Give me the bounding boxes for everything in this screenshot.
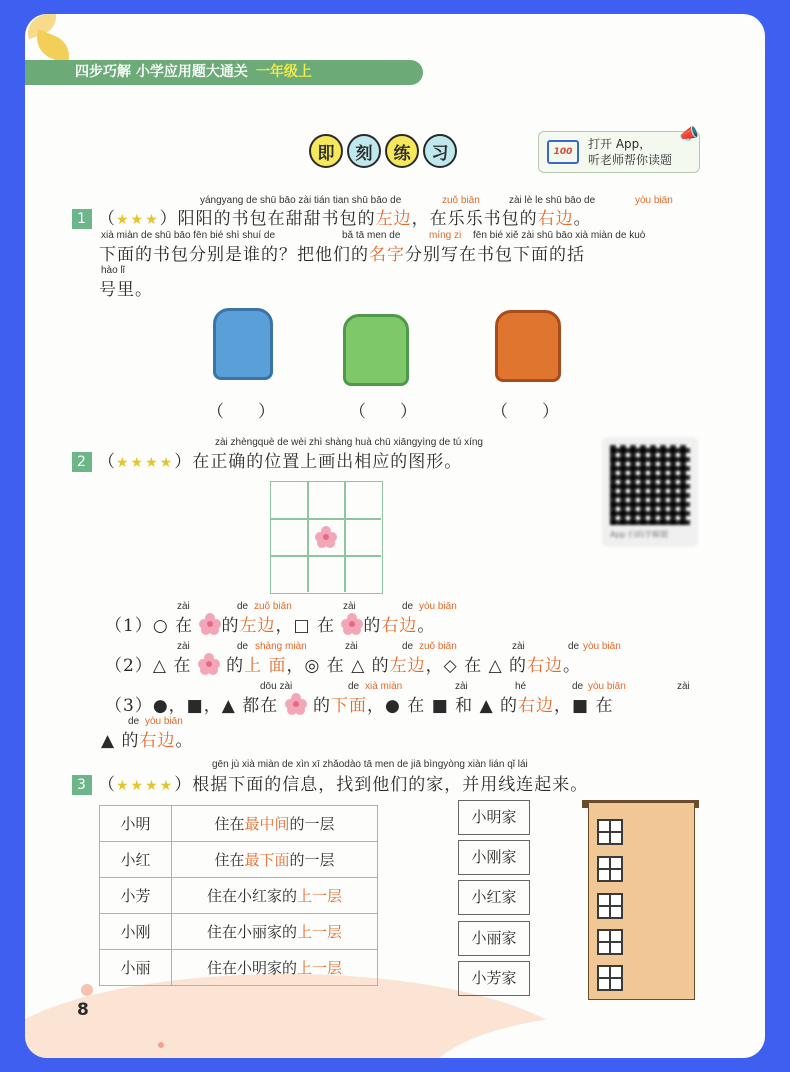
triangle-icon: △	[488, 656, 503, 676]
pinyin: yòu biān	[419, 601, 457, 612]
pinyin: zài	[177, 641, 190, 652]
flower-icon	[198, 653, 220, 675]
text: （1）	[105, 616, 153, 636]
text: 。	[417, 616, 436, 636]
text: 在	[316, 616, 335, 636]
qr-code-image	[610, 445, 690, 525]
pinyin: xià miàn	[365, 681, 403, 692]
text: 的	[121, 731, 140, 751]
text: ，	[203, 696, 222, 716]
pinyin: de	[237, 601, 249, 612]
book-title: 四步巧解 小学应用题大通关	[75, 64, 248, 80]
pinyin: dōu zài	[260, 681, 293, 692]
pinyin: shàng miàn	[255, 641, 307, 652]
square-icon: □	[293, 616, 311, 636]
filled-square-icon: ■	[572, 696, 590, 716]
pinyin: yòu biān	[145, 716, 183, 727]
highlight: 下面	[331, 696, 368, 716]
sub-question-3	[105, 691, 614, 716]
grid-line	[271, 555, 381, 557]
window-floor[interactable]	[597, 856, 623, 882]
pinyin: zuǒ biān	[419, 641, 457, 652]
text: 的	[363, 616, 382, 636]
pinyin: bǎ tā men de	[342, 230, 401, 241]
title-char: 即	[309, 134, 343, 168]
highlight: 右边	[527, 656, 564, 676]
pinyin: de	[568, 641, 580, 652]
pinyin: zài	[455, 681, 468, 692]
page-number: 8	[77, 1000, 89, 1020]
text: 下面的书包分别是谁的？把他们的	[99, 245, 369, 265]
triangle-icon: △	[351, 656, 366, 676]
answer-blank[interactable]: （ ）	[349, 402, 417, 422]
pinyin: hé	[515, 681, 527, 692]
pinyin: yòu biān	[583, 641, 621, 652]
text: 的一层	[289, 815, 335, 833]
title-char: 习	[423, 134, 457, 168]
answer-blank[interactable]: （ ）	[207, 402, 275, 422]
title-char: 练	[385, 134, 419, 168]
home-label-box[interactable]: 小刚家	[458, 840, 530, 875]
text: 根据下面的信息，找到他们的家，并用线连起来。	[192, 775, 589, 795]
window-floor[interactable]	[597, 819, 623, 845]
sub-question-1	[105, 611, 435, 636]
filled-triangle-icon: ▲	[221, 696, 236, 716]
worksheet-page	[25, 14, 765, 1058]
decorative-dot	[81, 984, 93, 996]
text: 。	[175, 731, 194, 751]
text: 。	[563, 656, 582, 676]
highlight: 最下面	[244, 851, 290, 869]
text: 在	[326, 656, 345, 676]
qr-caption: App 扫码学解题	[610, 530, 669, 539]
backpack-blue-image	[213, 308, 273, 380]
section-title	[309, 134, 457, 168]
text: 的一层	[289, 851, 335, 869]
window-floor[interactable]	[597, 929, 623, 955]
highlight: 名字	[369, 245, 405, 265]
filled-triangle-icon: ▲	[101, 731, 116, 751]
circle-icon: ○	[152, 616, 169, 636]
highlight: 左边	[239, 616, 276, 636]
highlight: 右边	[381, 616, 418, 636]
text: 在	[464, 656, 483, 676]
text: 和	[455, 696, 474, 716]
decorative-dot	[158, 1042, 164, 1048]
pinyin: zài	[343, 601, 356, 612]
text: 住在小明家的	[206, 959, 297, 977]
text: 阳阳的书包在甜甜书包的	[177, 209, 376, 229]
pinyin: zài	[177, 601, 190, 612]
text: 住在小红家的	[206, 887, 297, 905]
grid-line	[271, 518, 381, 520]
diamond-icon: ◇	[443, 656, 458, 676]
text: 在	[175, 616, 194, 636]
grade-label: 一年级上	[255, 64, 312, 80]
question-3: 3 （★★★★）根据下面的信息，找到他们的家，并用线连起来。	[72, 770, 588, 795]
pinyin: de	[128, 716, 140, 727]
text: 的	[221, 616, 240, 636]
person-name: 小红	[100, 842, 172, 878]
question-number: 2	[72, 452, 92, 472]
text: （3）	[105, 696, 153, 716]
grid-line	[344, 482, 346, 592]
pinyin: de	[572, 681, 584, 692]
text: 的	[509, 656, 528, 676]
grid-line	[307, 482, 309, 592]
text: 的	[371, 656, 390, 676]
highlight: 上一层	[297, 959, 343, 977]
pinyin: zuǒ biān	[442, 195, 480, 206]
flower-icon	[285, 693, 307, 715]
home-label-box[interactable]: 小丽家	[458, 921, 530, 956]
residence-desc	[172, 950, 378, 986]
pinyin: zài	[677, 681, 690, 692]
residence-info-table	[99, 805, 378, 986]
pinyin: fēn bié xiě zài shū bāo xià miàn de kuò	[473, 230, 646, 241]
question-number: 1	[72, 209, 92, 229]
table-row	[100, 878, 378, 914]
pinyin: xià miàn de shū bāo fēn bié shì shuí de	[101, 230, 276, 241]
filled-circle-icon: ●	[385, 696, 401, 716]
filled-square-icon: ■	[186, 696, 204, 716]
pinyin: míng zi	[429, 230, 462, 241]
text: ，	[168, 696, 187, 716]
question-1-line3: 号里。	[99, 280, 153, 300]
person-name: 小刚	[100, 914, 172, 950]
horn-icon: 📣	[679, 124, 699, 143]
table-row	[100, 806, 378, 842]
residence-desc	[172, 878, 378, 914]
highlight: 上 面	[244, 656, 287, 676]
text: ，	[554, 696, 573, 716]
window-floor[interactable]	[597, 965, 623, 991]
double-circle-icon: ◎	[304, 656, 321, 676]
pinyin: yángyang de shū bāo zài tián tian shū bāo de	[200, 195, 402, 206]
text: ，	[286, 656, 305, 676]
pinyin: zài zhèngquè de wèi zhì shàng huà chū xiāngyìng de tú xíng	[215, 437, 483, 448]
table-row	[100, 842, 378, 878]
pinyin: yòu biān	[635, 195, 673, 206]
text: 。	[573, 209, 592, 229]
text: 在正确的位置上画出相应的图形。	[192, 452, 463, 472]
text: 的	[313, 696, 332, 716]
title-char: 刻	[347, 134, 381, 168]
qr-code[interactable]	[602, 437, 698, 547]
question-2: 2 （★★★★）在正确的位置上画出相应的图形。	[72, 447, 462, 472]
app-logo-icon: 100	[547, 140, 579, 164]
table-row	[100, 950, 378, 986]
backpack-green-image	[343, 314, 409, 386]
drawing-grid[interactable]	[270, 481, 383, 594]
sub-question-2	[105, 651, 581, 676]
star-rating-icon: ★★★★	[116, 455, 175, 471]
book-header	[25, 60, 423, 85]
filled-square-icon: ■	[431, 696, 449, 716]
text: 住在	[214, 815, 245, 833]
filled-triangle-icon: ▲	[479, 696, 494, 716]
answer-blank[interactable]: （ ）	[491, 402, 559, 422]
flower-icon	[315, 526, 337, 548]
text: 住在	[214, 851, 245, 869]
pinyin: de	[402, 601, 414, 612]
pinyin: de	[348, 681, 360, 692]
text: ，	[275, 616, 294, 636]
text: ，	[425, 656, 444, 676]
highlight: 上一层	[297, 887, 343, 905]
app-promo-line2: 听老师帮你读题	[588, 153, 673, 167]
question-number: 3	[72, 775, 92, 795]
pinyin: gēn jù xià miàn de xìn xī zhǎodào tā men de jiā bìngyòng xiàn lián qǐ lái	[212, 759, 528, 770]
person-name: 小芳	[100, 878, 172, 914]
flower-icon	[341, 613, 363, 635]
star-rating-icon: ★★★	[116, 212, 160, 228]
residence-desc	[172, 806, 378, 842]
star-rating-icon: ★★★★	[116, 778, 175, 794]
pinyin: de	[237, 641, 249, 652]
home-label-box[interactable]: 小芳家	[458, 961, 530, 996]
home-label-box[interactable]: 小红家	[458, 880, 530, 915]
backpack-orange-image	[495, 310, 561, 382]
apartment-building	[588, 802, 695, 1000]
pinyin: zài lè le shū bāo de	[509, 195, 596, 206]
flower-icon	[199, 613, 221, 635]
text: 的	[226, 656, 245, 676]
highlight: 左边	[389, 656, 426, 676]
app-promo[interactable]	[538, 131, 700, 173]
text: 分别写在书包下面的括	[405, 245, 585, 265]
text: 在	[407, 696, 426, 716]
person-name: 小明	[100, 806, 172, 842]
filled-circle-icon: ●	[152, 696, 169, 716]
text: 在	[173, 656, 192, 676]
highlight: 上一层	[297, 923, 343, 941]
table-row	[100, 914, 378, 950]
sub-question-3-cont	[101, 726, 193, 751]
highlight: 最中间	[244, 815, 290, 833]
pinyin: hào lǐ	[101, 265, 125, 276]
residence-desc	[172, 914, 378, 950]
text: 在	[595, 696, 614, 716]
text: ，	[367, 696, 386, 716]
text: 的	[500, 696, 519, 716]
person-name: 小丽	[100, 950, 172, 986]
pinyin: yòu biān	[588, 681, 626, 692]
text: 住在小丽家的	[206, 923, 297, 941]
pinyin: zài	[512, 641, 525, 652]
question-1-line1: 1 （★★★）阳阳的书包在甜甜书包的左边，在乐乐书包的右边。	[72, 204, 592, 229]
text: （2）	[105, 656, 153, 676]
text: ，在乐乐书包的	[411, 209, 538, 229]
triangle-icon: △	[152, 656, 167, 676]
home-label-box[interactable]: 小明家	[458, 800, 530, 835]
pinyin: zuǒ biān	[254, 601, 292, 612]
residence-desc	[172, 842, 378, 878]
app-promo-line1: 打开 App，	[588, 137, 652, 151]
text: 都在	[242, 696, 279, 716]
question-1-line2	[99, 240, 585, 265]
highlight: 右边	[139, 731, 176, 751]
pinyin: de	[402, 641, 414, 652]
highlight: 右边	[518, 696, 555, 716]
window-floor[interactable]	[597, 893, 623, 919]
highlight: 左边	[375, 209, 412, 229]
highlight: 右边	[537, 209, 574, 229]
pinyin: zài	[345, 641, 358, 652]
